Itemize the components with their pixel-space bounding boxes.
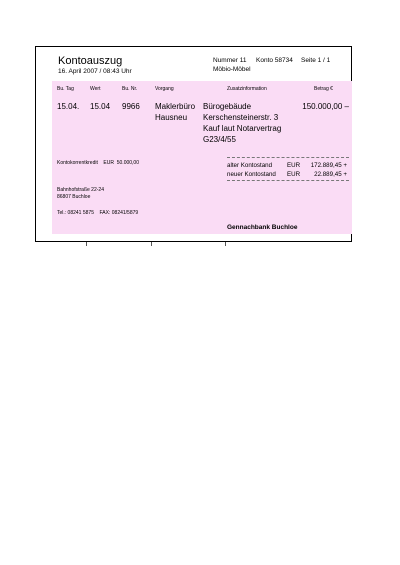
transaction-info-line3: Kauf laut Notarvertrag (203, 124, 282, 133)
old-balance-currency: EUR (287, 162, 301, 169)
perforation-mark (225, 242, 226, 246)
balance-divider-bottom (227, 180, 349, 181)
old-balance-value: 172.889,45 + (310, 162, 347, 169)
transaction-bu-tag: 15.04. (57, 102, 80, 111)
bank-street: Bahnhofstraße 22-24 (57, 187, 104, 193)
account-number: Konto 58734 (256, 57, 293, 64)
statement-date: 16. April 2007 / 08:43 Uhr (58, 68, 132, 75)
perforation-mark (151, 242, 152, 246)
col-header-bu-tag: Bu. Tag (57, 86, 74, 92)
col-header-wert: Wert (90, 86, 101, 92)
col-header-betrag: Betrag € (314, 86, 333, 92)
bank-city: 86807 Buchloe (57, 194, 91, 200)
transaction-vorgang-line1: Maklerbüro (155, 102, 196, 111)
transaction-wert: 15.04 (90, 102, 111, 111)
transaction-info-line1: Bürogebäude (203, 102, 252, 111)
bank-statement (35, 46, 352, 242)
new-balance-currency: EUR (287, 171, 301, 178)
col-header-zusatz: Zusatzinformation (227, 86, 267, 92)
new-balance-label: neuer Kontostand (227, 171, 276, 178)
credit-line: Kontokorrentkredit EUR 50.000,00 (57, 160, 139, 166)
old-balance-label: alter Kontostand (227, 162, 273, 169)
transaction-info-line4: G23/4/55 (203, 135, 236, 144)
statement-number: Nummer 11 (213, 57, 247, 64)
bank-contact: Tel.: 08241 5875 FAX: 08241/5879 (57, 210, 139, 216)
transaction-info-line2: Kerschensteinerstr. 3 (203, 113, 279, 122)
col-header-bu-nr: Bu. Nr. (122, 86, 138, 92)
col-header-vorgang: Vorgang (155, 86, 174, 92)
transaction-vorgang-line2: Hausneu (155, 113, 188, 122)
statement-title: Kontoauszug (58, 55, 123, 67)
account-holder: Möbio-Möbel (213, 66, 251, 73)
transaction-amount: 150.000,00 – (302, 102, 349, 111)
new-balance-value: 22.889,45 + (314, 171, 347, 178)
perforation-mark (86, 242, 87, 246)
transaction-bu-nr: 9966 (122, 102, 140, 111)
page-number: Seite 1 / 1 (301, 57, 331, 64)
bank-name: Gennachbank Buchloe (227, 224, 298, 231)
balance-divider-top (227, 157, 349, 158)
